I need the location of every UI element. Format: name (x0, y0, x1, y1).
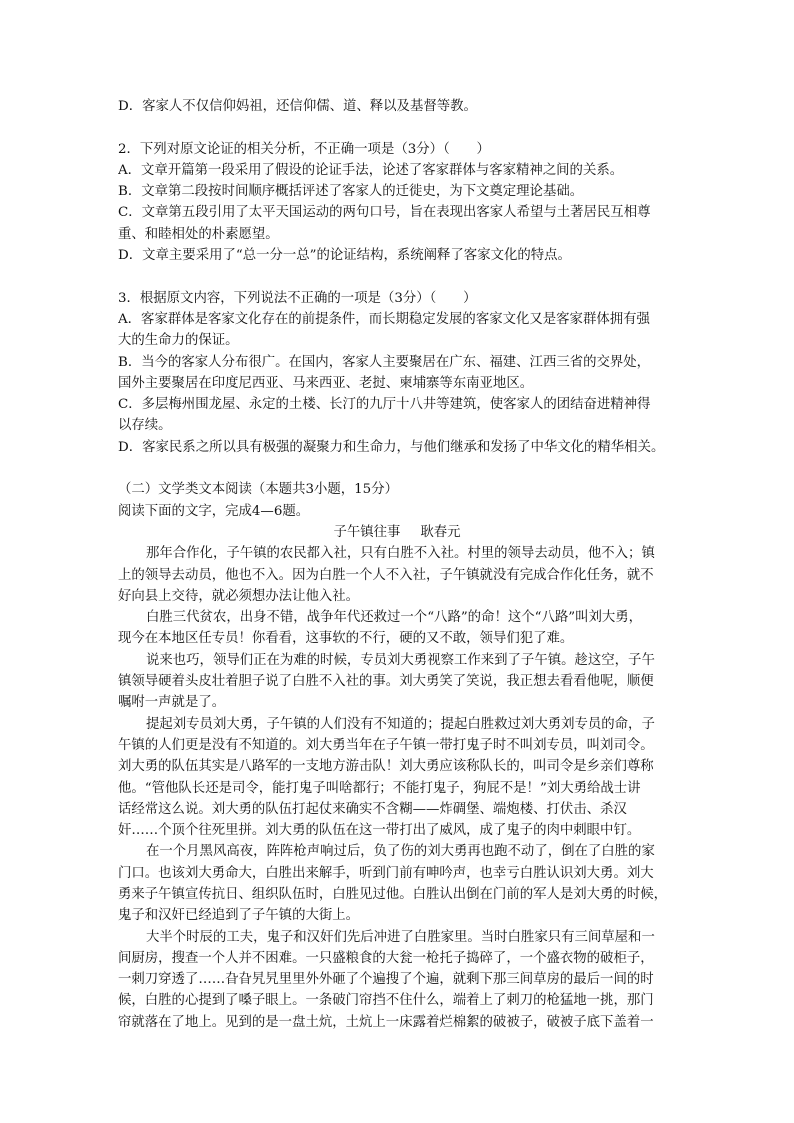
q2-option-d: D．文章主要采用了“总一分一总”的论证结构，系统阐释了客家文化的特点。 (118, 248, 571, 264)
story-line: 午镇的人们更是没有不知道的。刘大勇当年在子午镇一带打鬼子时不叫刘专员，叫刘司令。 (118, 737, 654, 753)
story-line: 好向县上交待，就必须想办法让他入社。 (118, 588, 360, 604)
story-line: 话经常这么说。刘大勇的队伍打起仗来确实不含糊——炸碉堡、端炮楼、打伏击、杀汉 (118, 801, 627, 817)
story-line: 鬼子和汉奸已经追到了子午镇的大街上。 (118, 908, 360, 924)
q2-stem: 2．下列对原文论证的相关分析，不正确一项是（3分）（ ） (118, 141, 490, 157)
story-line: 奸……个顶个往死里拼。刘大勇的队伍在这一带打出了威风，成了鬼子的肉中刺眼中钉。 (118, 823, 641, 839)
q2-option-c-line2: 重、和睦相处的朴素愿望。 (118, 226, 279, 242)
story-line: 刘大勇的队伍其实是八路军的一支地方游击队！刘大勇应该称队长的，叫司令是乡亲们尊称 (118, 759, 654, 775)
story-line: 他。“管他队长还是司令，能打鬼子叫啥都行；不能打鬼子，狗屁不是！”刘大勇给战士讲 (118, 780, 641, 796)
q3-option-d: D．客家民系之所以具有极强的凝聚力和生命力，与他们继承和发扬了中华文化的精华相关。 (118, 439, 665, 455)
q3-option-c-line2: 以存续。 (118, 418, 172, 434)
story-line: 间厨房，搜查一个人并不困难。一只盛粮食的大瓮一枪托子捣碎了，一个盛衣物的破柜子， (118, 950, 654, 966)
story-line: 说来也巧，领导们正在为难的时候，专员刘大勇视察工作来到了子午镇。趁这空，子午 (146, 652, 655, 668)
section-heading: （二）文学类文本阅读（本题共3小题，15分） (118, 482, 398, 498)
q3-option-c-line1: C．多层梅州围龙屋、永定的土楼、长汀的九厅十八井等建筑，使客家人的团结奋进精神得 (118, 397, 651, 413)
q3-option-a-line1: A．客家群体是客家文化存在的前提条件，而长期稳定发展的客家文化又是客家群体拥有强 (118, 311, 650, 327)
q3-option-b-line2: 国外主要聚居在印度尼西亚、马来西亚、老挝、柬埔寨等东南亚地区。 (118, 375, 534, 391)
story-line: 门口。也该刘大勇命大，白胜出来解手，听到门前有呻吟声，也幸亏白胜认识刘大勇。刘大 (118, 865, 654, 881)
story-title-line (118, 522, 676, 543)
story-body (118, 543, 676, 1033)
story-line: 勇来子午镇宣传抗日、组织队伍时，白胜见过他。白胜认出倒在门前的军人是刘大勇的时候， (118, 886, 668, 902)
story-line: 在一个月黑风高夜，阵阵枪声响过后，负了伤的刘大勇再也跑不动了，倒在了白胜的家 (146, 844, 655, 860)
story-line: 帘就落在了地上。见到的是一盘土炕，土炕上一床露着烂棉絮的破被子，破被子底下盖着一 (118, 1014, 654, 1030)
story-line: 镇领导硬着头皮壮着胆子说了白胜不入社的事。刘大勇笑了笑说，我正想去看看他呢，顺便 (118, 674, 654, 690)
q2-option-a: A．文章开篇第一段采用了假设的论证手法，论述了客家群体与客家精神之间的关系。 (118, 162, 624, 178)
story-line: 上的领导去动员，他也不入。因为白胜一个人不入社，子午镇就没有完成合作化任务，就不 (118, 567, 654, 583)
story-line: 现今在本地区任专员！你看看，这事软的不行，硬的又不敢，领导们犯了难。 (118, 631, 574, 647)
story-author: 耿春元 (420, 524, 461, 540)
story-line: 大半个时辰的工夫，鬼子和汉奸们先后冲进了白胜家里。当时白胜家只有三间草屋和一 (146, 929, 655, 945)
story-line: 嘱咐一声就是了。 (118, 695, 226, 711)
story-title: 子午镇往事 (333, 524, 401, 540)
q3-stem: 3．根据原文内容，下列说法不正确的一项是（3分）（ ） (118, 290, 477, 306)
story-line: 白胜三代贫农，出身不错，战争年代还救过一个“八路”的命！这个“八路”叫刘大勇， (146, 610, 643, 626)
q2-option-b: B．文章第二段按时间顺序概括评述了客家人的迁徙史，为下文奠定理论基础。 (118, 184, 584, 200)
story-line: 那年合作化，子午镇的农民都入社，只有白胜不入社。村里的领导去动员，他不入；镇 (146, 546, 655, 562)
section-instruction: 阅读下面的文字，完成4—6题。 (118, 503, 310, 519)
story-line: 一刺刀穿透了……旮旮旯旯里里外外砸了个遍搜了个遍，就剩下那三间草房的最后一间的时 (118, 972, 654, 988)
story-line: 候，白胜的心提到了嗓子眼上。一条破门帘挡不住什么，端着上了刺刀的枪猛地一挑，那门 (118, 993, 654, 1009)
q1-option-d: D．客家人不仅信仰妈祖，还信仰儒、道、释以及基督等教。 (118, 99, 477, 114)
q3-option-b-line1: B．当今的客家人分布很广。在国内，客家人主要聚居在广东、福建、江西三省的交界处， (118, 354, 651, 370)
story-line: 提起刘专员刘大勇，子午镇的人们没有不知道的；提起白胜救过刘大勇刘专员的命，子 (146, 716, 655, 732)
q2-option-c-line1: C．文章第五段引用了太平天国运动的两句口号，旨在表现出客家人希望与土著居民互相尊 (118, 205, 651, 221)
question-block-top (118, 96, 676, 1033)
q3-option-a-line2: 大的生命力的保证。 (118, 333, 239, 349)
